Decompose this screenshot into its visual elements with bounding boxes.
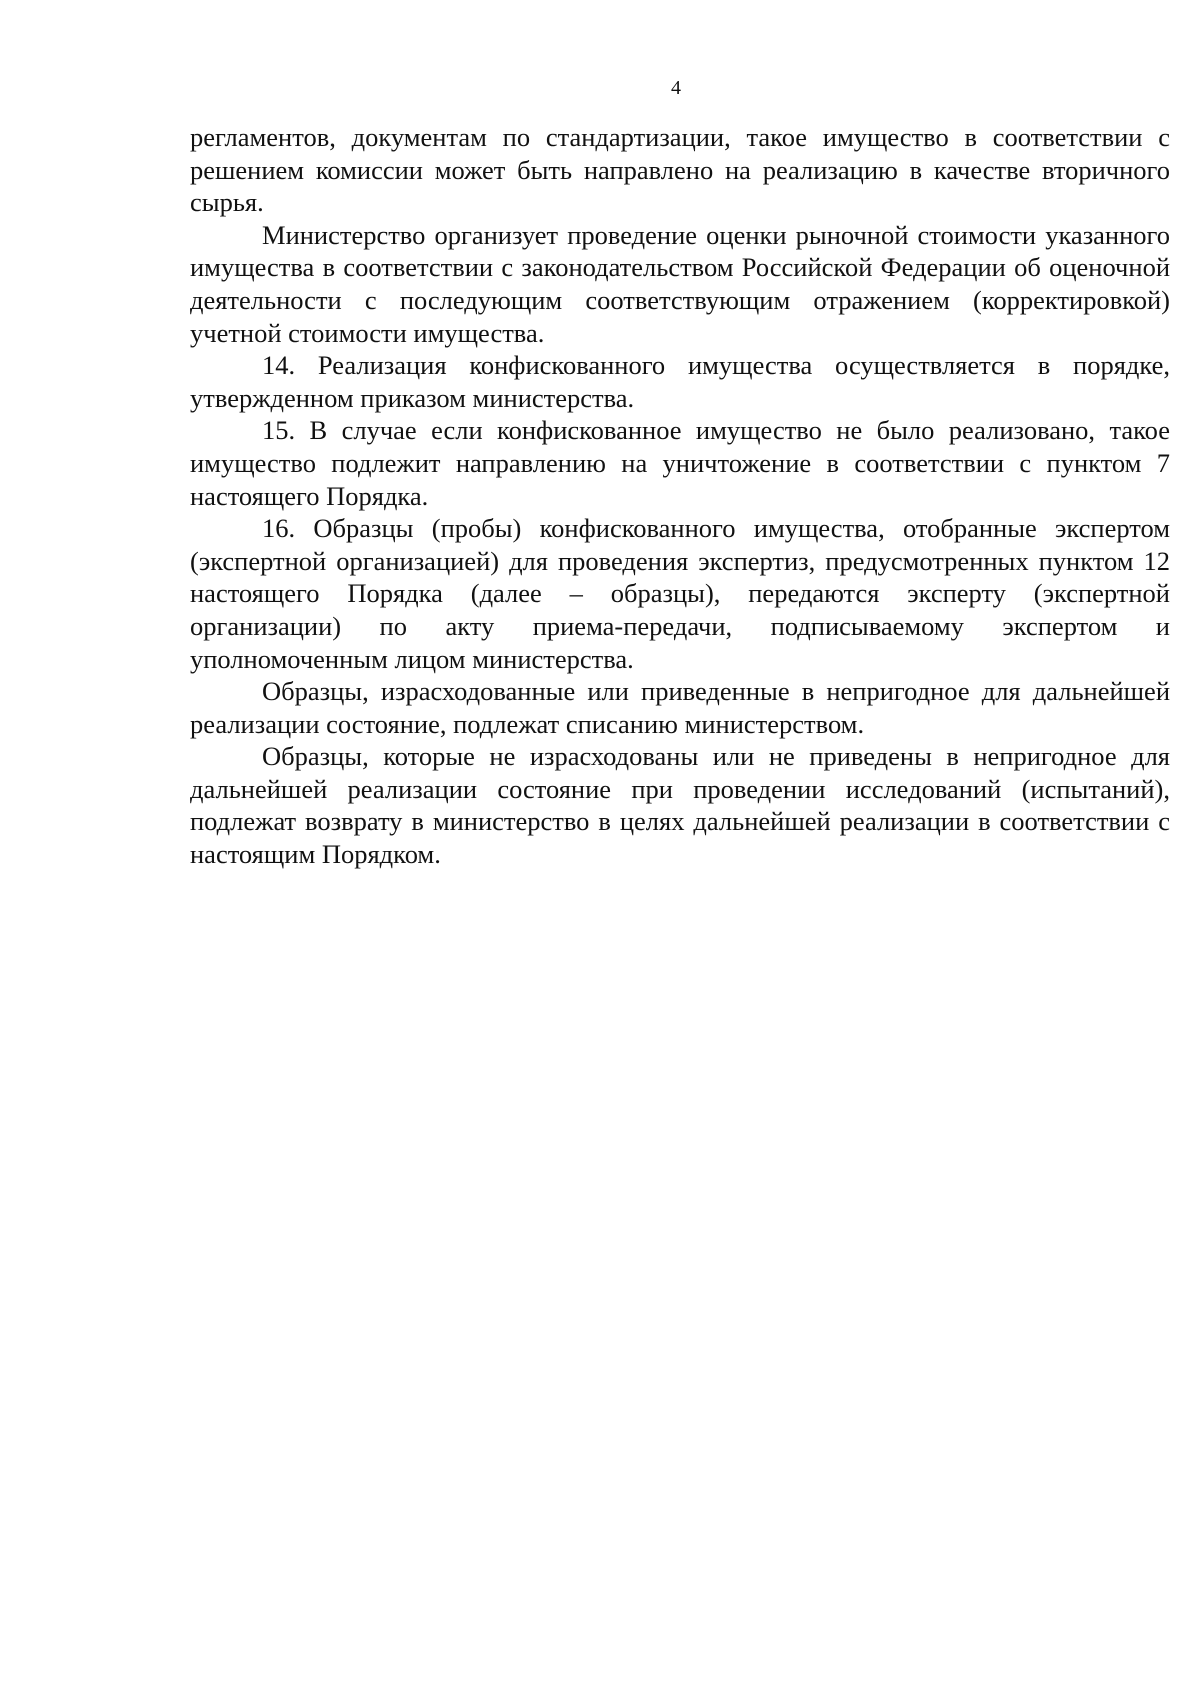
paragraph-samples-return: Образцы, которые не израсходованы или не приведены в непригодное для дальнейшей реализации состояние при проведении исследований (испытаний), подлежат возврату в министерство в целях дальнейшей реализации в соответствии с настоящим Порядком. — [190, 741, 1170, 870]
paragraph-item-14: 14. Реализация конфискованного имущества осуществляется в порядке, утвержденном приказом министерства. — [190, 350, 1170, 413]
paragraph-samples-writeoff: Образцы, израсходованные или приведенные в непригодное для дальнейшей реализации состояние, подлежат списанию министерством. — [190, 676, 1170, 739]
paragraph-item-15: 15. В случае если конфискованное имущество не было реализовано, такое имущество подлежит направлению на уничтожение в соответствии с пунктом 7 настоящего Порядка. — [190, 415, 1170, 511]
paragraph-continuation: регламентов, документам по стандартизации, такое имущество в соответствии с решением комиссии может быть направлено на реализацию в качестве вторичного сырья. — [190, 122, 1170, 218]
document-body — [190, 121, 1170, 871]
paragraph-valuation: Министерство организует проведение оценки рыночной стоимости указанного имущества в соответствии с законодательством Российской Федерации об оценочной деятельности с последующим соответствующим отражением (корректировкой) учетной стоимости имущества. — [190, 219, 1170, 348]
paragraph-item-16: 16. Образцы (пробы) конфискованного имущества, отобранные экспертом (экспертной организацией) для проведения экспертиз, предусмотренных пунктом 12 настоящего Порядка (далее – образцы), передаются эксперту (экспертной организации) по акту приема-передачи, подписываемому экспертом и уполномоченным лицом министерства. — [190, 513, 1170, 674]
page-number: 4 — [671, 77, 681, 99]
